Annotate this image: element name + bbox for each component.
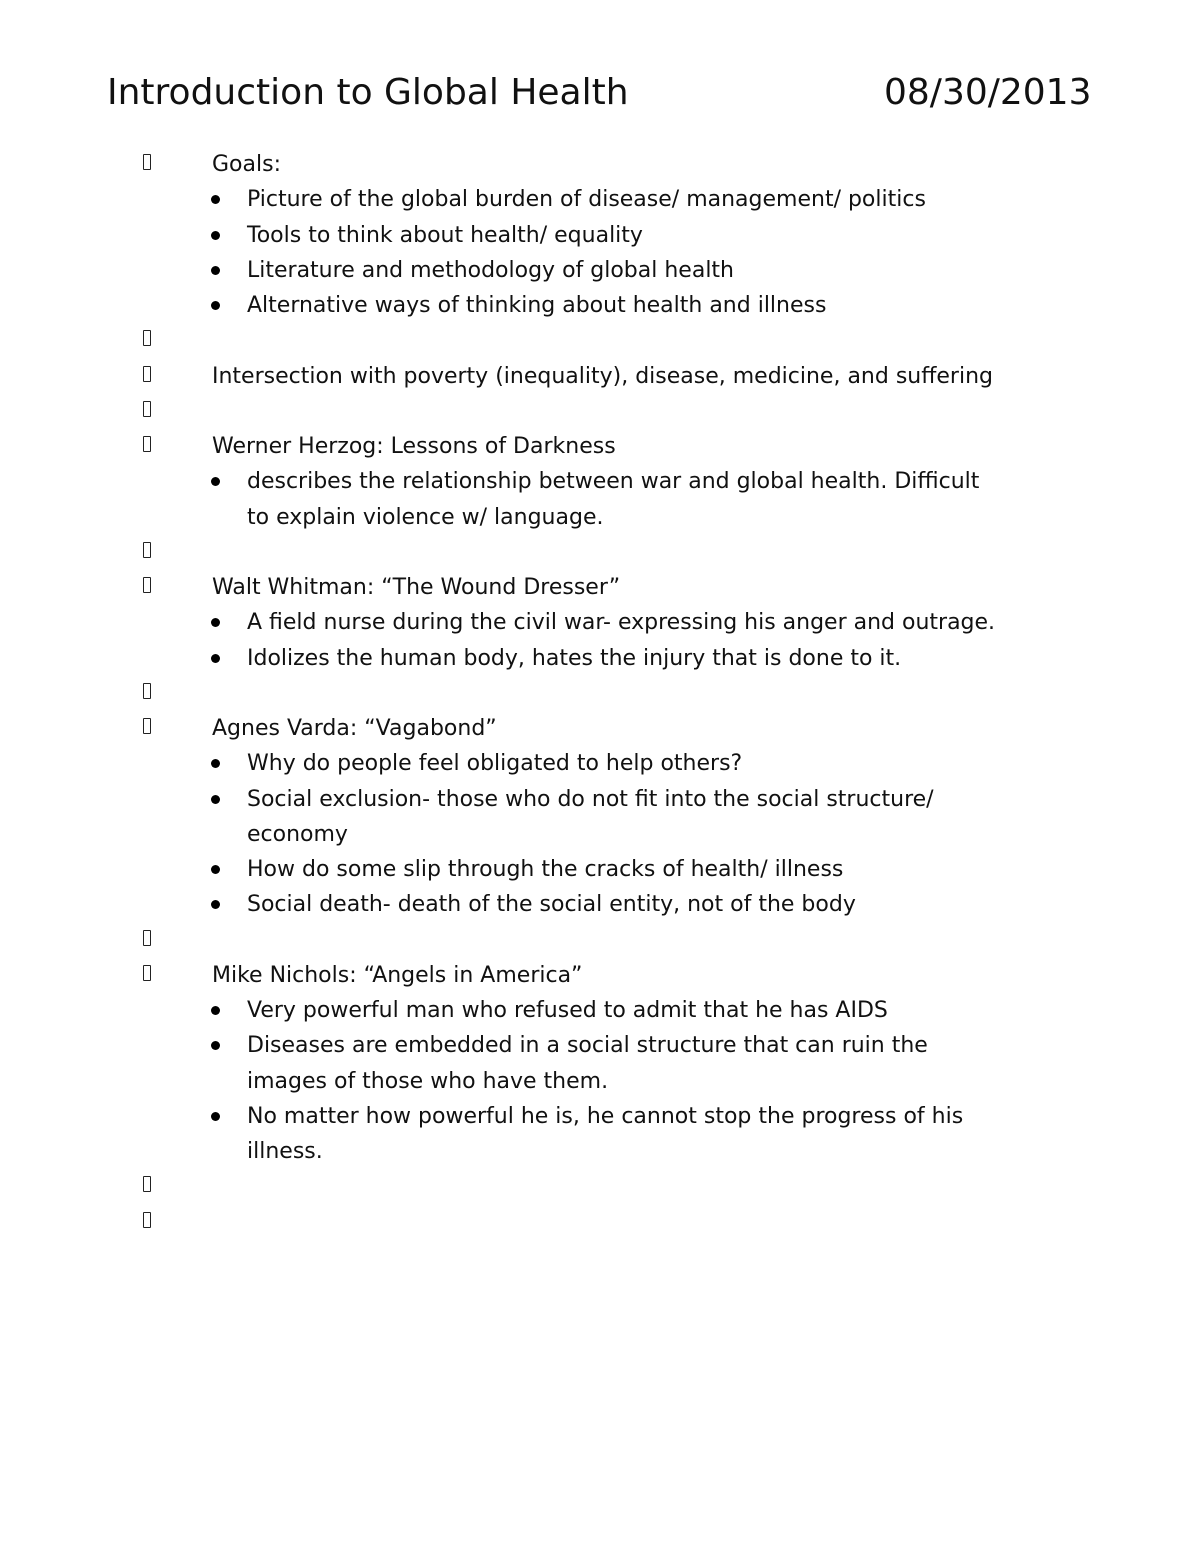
outline-box-icon xyxy=(143,542,151,558)
blank-outline-line xyxy=(0,1169,1200,1204)
section-heading-line xyxy=(0,429,1200,464)
blank-outline-line xyxy=(0,1205,1200,1240)
bullet-item xyxy=(0,464,1200,499)
bullet-text: Picture of the global burden of disease/ management/ politics xyxy=(247,187,926,213)
bullet-text: Why do people feel obligated to help others? xyxy=(247,751,743,777)
section-heading: Goals: xyxy=(212,152,281,177)
outline-box-icon xyxy=(143,154,151,170)
bullet-text-continuation: illness. xyxy=(247,1139,323,1164)
section-heading: Werner Herzog: Lessons of Darkness xyxy=(212,434,616,459)
section-heading-line xyxy=(0,711,1200,746)
bullet-dot-icon xyxy=(211,759,220,768)
bullet-text-continuation: economy xyxy=(247,821,348,847)
bullet-item xyxy=(0,1064,1200,1099)
bullet-text: Social death- death of the social entity, not of the body xyxy=(247,892,856,918)
bullet-dot-icon xyxy=(211,266,220,275)
bullet-item xyxy=(0,218,1200,253)
bullet-text: Very powerful man who refused to admit that he has AIDS xyxy=(247,998,888,1023)
section-heading-line xyxy=(0,570,1200,605)
section-heading-line xyxy=(0,958,1200,993)
bullet-text: Literature and methodology of global health xyxy=(247,257,734,283)
bullet-item xyxy=(0,182,1200,217)
page-title: Introduction to Global Health xyxy=(107,72,629,113)
blank-outline-line xyxy=(0,676,1200,711)
bullet-text: How do some slip through the cracks of health/ illness xyxy=(247,857,844,882)
bullet-item xyxy=(0,1028,1200,1063)
section-heading-line xyxy=(0,359,1200,394)
bullet-item xyxy=(0,817,1200,852)
section-heading: Walt Whitman: “The Wound Dresser” xyxy=(212,575,621,600)
bullet-item xyxy=(0,605,1200,640)
bullet-dot-icon xyxy=(211,865,220,874)
outline-box-icon xyxy=(143,330,151,346)
bullet-item xyxy=(0,887,1200,922)
outline-box-icon xyxy=(143,366,151,382)
outline-box-icon xyxy=(143,965,151,981)
bullet-text: Social exclusion- those who do not fit into the social structure/ xyxy=(247,786,934,812)
outline-box-icon xyxy=(143,683,151,699)
outline-box-icon xyxy=(143,1176,151,1192)
bullet-text: describes the relationship between war and global health. Difficult xyxy=(247,469,980,495)
bullet-item xyxy=(0,1134,1200,1169)
outline-box-icon xyxy=(143,436,151,452)
bullet-item xyxy=(0,253,1200,288)
blank-outline-line xyxy=(0,323,1200,358)
bullet-text: Alternative ways of thinking about health and illness xyxy=(247,293,827,318)
bullet-dot-icon xyxy=(211,1041,220,1050)
bullet-item xyxy=(0,641,1200,676)
bullet-dot-icon xyxy=(211,195,220,204)
outline-box-icon xyxy=(143,1212,151,1228)
bullet-item xyxy=(0,288,1200,323)
page-date: 08/30/2013 xyxy=(884,72,1092,113)
blank-outline-line xyxy=(0,535,1200,570)
bullet-text: Diseases are embedded in a social structure that can ruin the xyxy=(247,1033,928,1059)
bullet-text-continuation: images of those who have them. xyxy=(247,1068,609,1094)
bullet-item xyxy=(0,1099,1200,1134)
bullet-dot-icon xyxy=(211,654,220,663)
bullet-text-continuation: to explain violence w/ language. xyxy=(247,504,604,530)
outline-box-icon xyxy=(143,930,151,946)
bullet-dot-icon xyxy=(211,900,220,909)
section-heading-line xyxy=(0,147,1200,182)
blank-outline-line xyxy=(0,394,1200,429)
outline-box-icon xyxy=(143,577,151,593)
bullet-item xyxy=(0,993,1200,1028)
bullet-dot-icon xyxy=(211,795,220,804)
notes-outline xyxy=(0,147,1200,1240)
bullet-dot-icon xyxy=(211,477,220,486)
outline-box-icon xyxy=(143,401,151,417)
bullet-dot-icon xyxy=(211,231,220,240)
bullet-dot-icon xyxy=(211,618,220,627)
section-heading: Mike Nichols: “Angels in America” xyxy=(212,962,583,988)
bullet-item xyxy=(0,852,1200,887)
bullet-item xyxy=(0,500,1200,535)
bullet-item xyxy=(0,746,1200,781)
outline-box-icon xyxy=(143,718,151,734)
bullet-dot-icon xyxy=(211,301,220,310)
blank-outline-line xyxy=(0,923,1200,958)
bullet-dot-icon xyxy=(211,1006,220,1015)
bullet-text: No matter how powerful he is, he cannot stop the progress of his xyxy=(247,1103,964,1129)
bullet-dot-icon xyxy=(211,1112,220,1121)
bullet-text: Tools to think about health/ equality xyxy=(247,222,643,248)
section-heading: Agnes Varda: “Vagabond” xyxy=(212,716,497,741)
bullet-text: A field nurse during the civil war- expressing his anger and outrage. xyxy=(247,610,996,636)
bullet-text: Idolizes the human body, hates the injury that is done to it. xyxy=(247,645,902,671)
section-heading: Intersection with poverty (inequality), disease, medicine, and suffering xyxy=(212,363,993,389)
bullet-item xyxy=(0,782,1200,817)
